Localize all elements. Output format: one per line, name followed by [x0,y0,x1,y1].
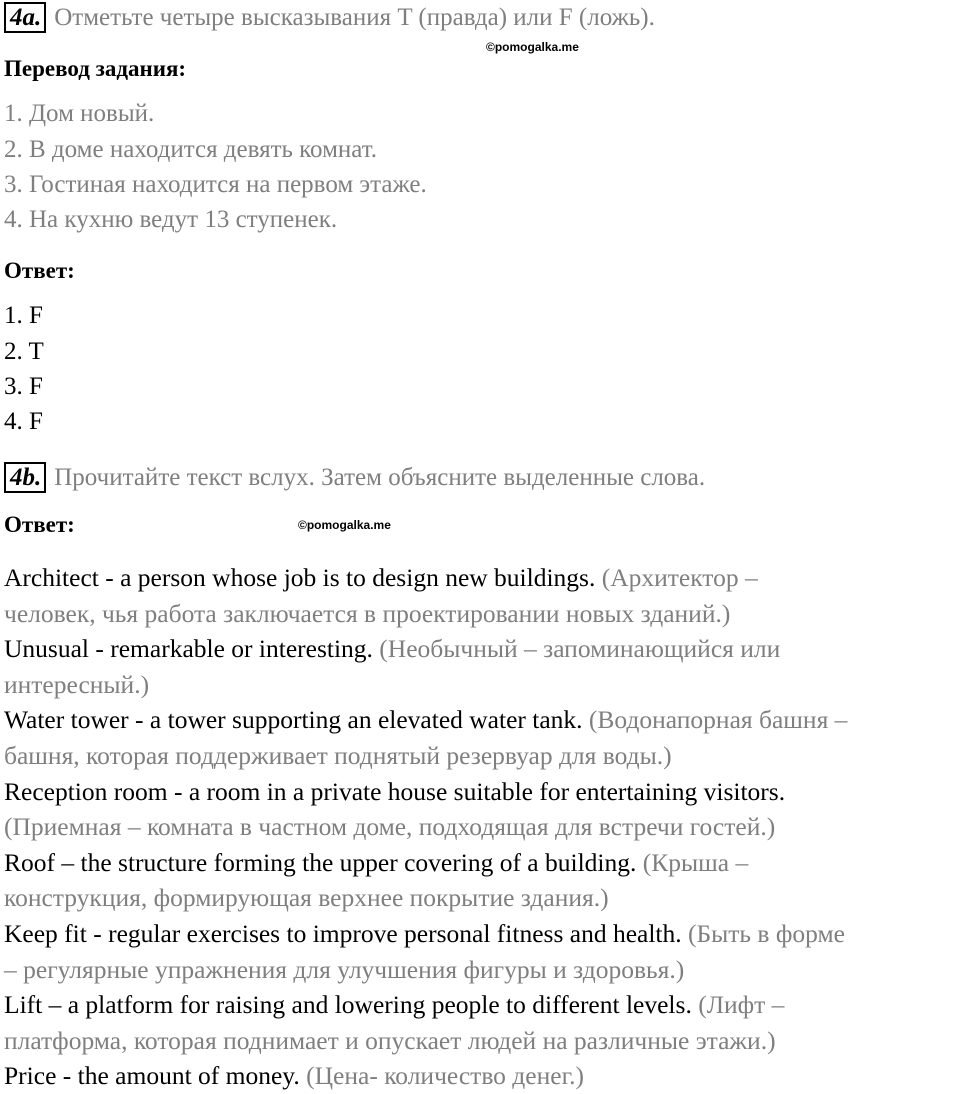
vocab-ru: (Архитектор – [595,563,758,592]
vocab-en: Reception room - a room in a private house suitable for entertaining visitors. [4,776,786,806]
answer-heading-a: Ответ: [4,258,75,283]
vocab-entry-water-tower [4,702,958,738]
vocab-ru: (Водонапорная башня – [582,705,848,735]
answer-3: 3. F [4,373,43,400]
vocabulary-list [4,560,958,1094]
vocab-en: Lift – a platform for raising and lowering people to different levels. [4,990,692,1020]
vocab-en: Keep fit - regular exercises to improve personal fitness and health. [4,918,682,948]
statement-4: 4. На кухню ведут 13 ступенек. [4,206,338,233]
vocab-en: Roof – the structure forming the upper covering of a building. [4,847,637,877]
vocab-en: Price - the amount of money. [4,1061,300,1091]
vocab-entry-price [4,1058,958,1094]
vocab-ru: (Цена- количество денег.) [299,1061,585,1091]
vocab-entry-roof [4,845,958,881]
watermark-middle: ©pomogalka.me [298,518,391,532]
vocab-entry-architect [4,560,958,596]
vocab-ru-continuation: (Приемная – комната в частном доме, подходящая для встречи гостей.) [4,812,776,842]
vocab-ru: (Лифт – [691,990,785,1020]
task-4a-header [4,2,655,33]
vocab-entry-reception-room [4,774,958,810]
answer-4: 4. F [4,408,43,435]
answer-heading-b: Ответ: [4,512,75,537]
vocab-entry-unusual [4,631,958,667]
answer-1: 1. F [4,302,43,329]
vocab-ru: (Необычный – запоминающийся или [372,634,781,664]
task-4b-instruction: Прочитайте текст вслух. Затем объясните выделенные слова. [54,464,706,491]
task-4a-instruction: Отметьте четыре высказывания T (правда) или F (ложь). [54,4,655,31]
task-4a-number: 4a. [4,2,46,33]
task-4b-number: 4b. [4,462,46,493]
statement-3: 3. Гостиная находится на первом этаже. [4,171,427,198]
vocab-ru-continuation: платформа, которая поднимает и опускает людей на различные этажи.) [4,1025,776,1055]
vocab-en: Architect - a person whose job is to design new buildings. [4,563,596,592]
vocab-ru-continuation: башня, которая поддерживает поднятый резервуар для воды.) [4,740,672,770]
statement-1: 1. Дом новый. [4,100,155,127]
watermark-top: ©pomogalka.me [486,40,579,54]
statement-2: 2. В доме находится девять комнат. [4,136,378,163]
vocab-ru: (Быть в форме [681,918,845,948]
vocab-en: Water tower - a tower supporting an elevated water tank. [4,705,583,735]
vocab-ru-continuation: – регулярные упражнения для улучшения фигуры и здоровья.) [4,954,685,984]
vocab-ru-continuation: конструкция, формирующая верхнее покрытие здания.) [4,883,609,913]
translation-heading: Перевод задания: [4,56,187,81]
vocab-en: Unusual - remarkable or interesting. [4,634,373,664]
vocab-ru-continuation: интересный.) [4,669,150,699]
vocab-ru-continuation: человек, чья работа заключается в проектировании новых зданий.) [4,598,731,628]
vocab-entry-lift [4,987,958,1023]
task-4b-header [4,462,705,493]
answer-2: 2. T [4,338,44,365]
vocab-ru: (Крыша – [636,847,749,877]
vocab-entry-keep-fit [4,916,958,952]
